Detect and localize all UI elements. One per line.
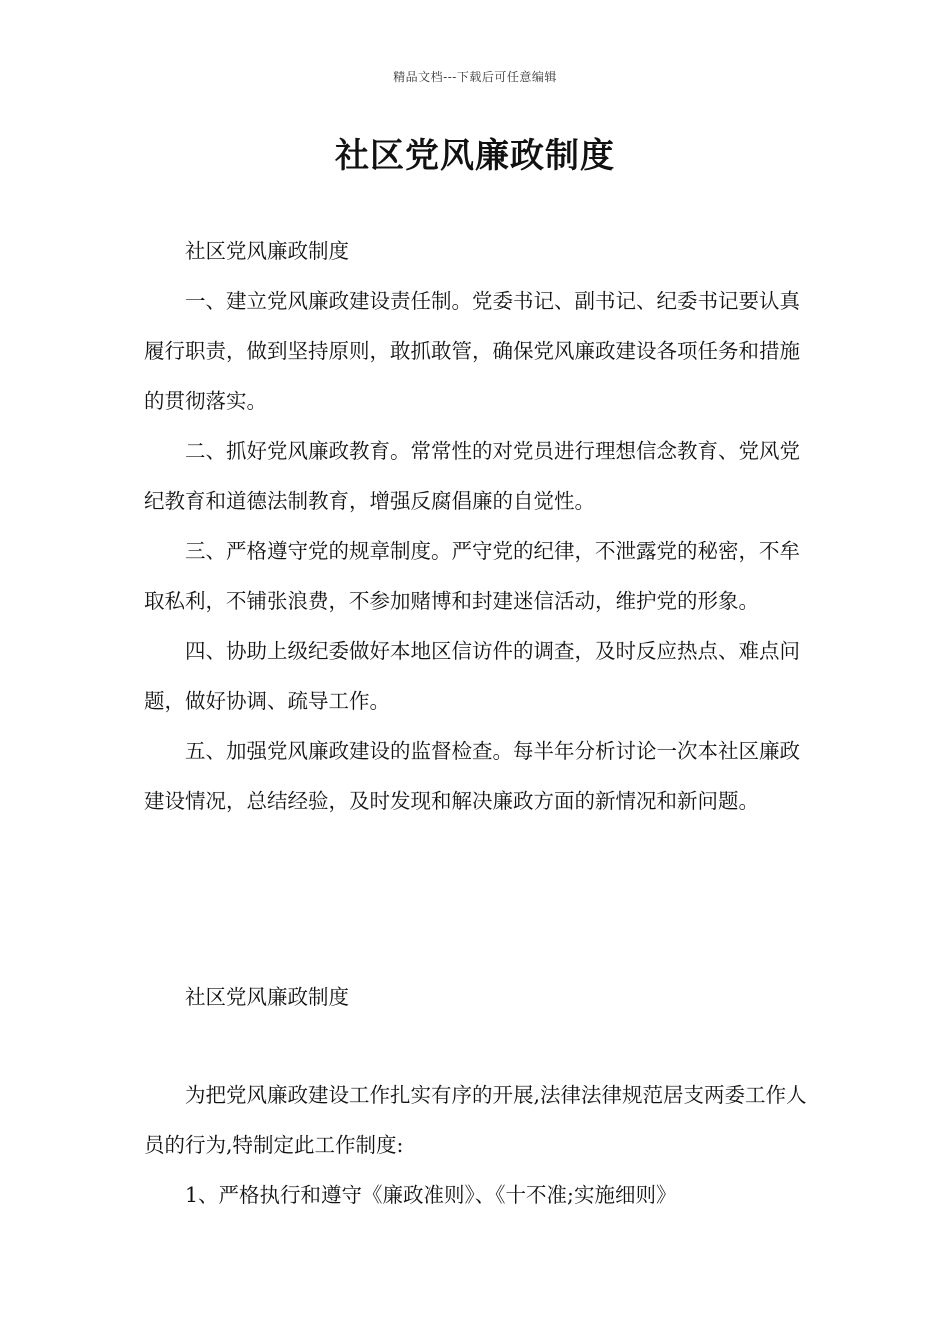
section-subtitle: 社区党风廉政制度 [185,239,349,263]
document-title: 社区党风廉政制度 [335,136,615,176]
paragraph: 五、加强党风廉政建设的监督检查。每半年分析讨论一次本社区廉政建设情况，总结经验，及时发现和解决廉政方面的新情况和新问题。 [144,739,800,813]
section-2 [144,1070,814,1220]
section-1 [144,226,814,826]
paragraph: 三、严格遵守党的规章制度。严守党的纪律，不泄露党的秘密，不牟取私利，不铺张浪费，不参加赌博和封建迷信活动，维护党的形象。 [144,539,800,613]
paragraph: 四、协助上级纪委做好本地区信访件的调查，及时反应热点、难点问题，做好协调、疏导工作。 [144,639,800,713]
paragraph: 1、严格执行和遵守《廉政准则》、《十不准;实施细则》 [185,1183,677,1207]
section-2-heading [144,972,814,1022]
paragraph: 一、建立党风廉政建设责任制。党委书记、副书记、纪委书记要认真履行职责，做到坚持原则，敢抓敢管，确保党风廉政建设各项任务和措施的贯彻落实。 [144,289,800,413]
section-subtitle: 社区党风廉政制度 [185,985,349,1009]
paragraph: 为把党风廉政建设工作扎实有序的开展,法律法律规范居支两委工作人员的行为,特制定此工作制度: [144,1083,807,1157]
header-note: 精品文档---下载后可任意编辑 [393,70,557,84]
paragraph: 二、抓好党风廉政教育。常常性的对党员进行理想信念教育、党风党纪教育和道德法制教育，增强反腐倡廉的自觉性。 [144,439,800,513]
